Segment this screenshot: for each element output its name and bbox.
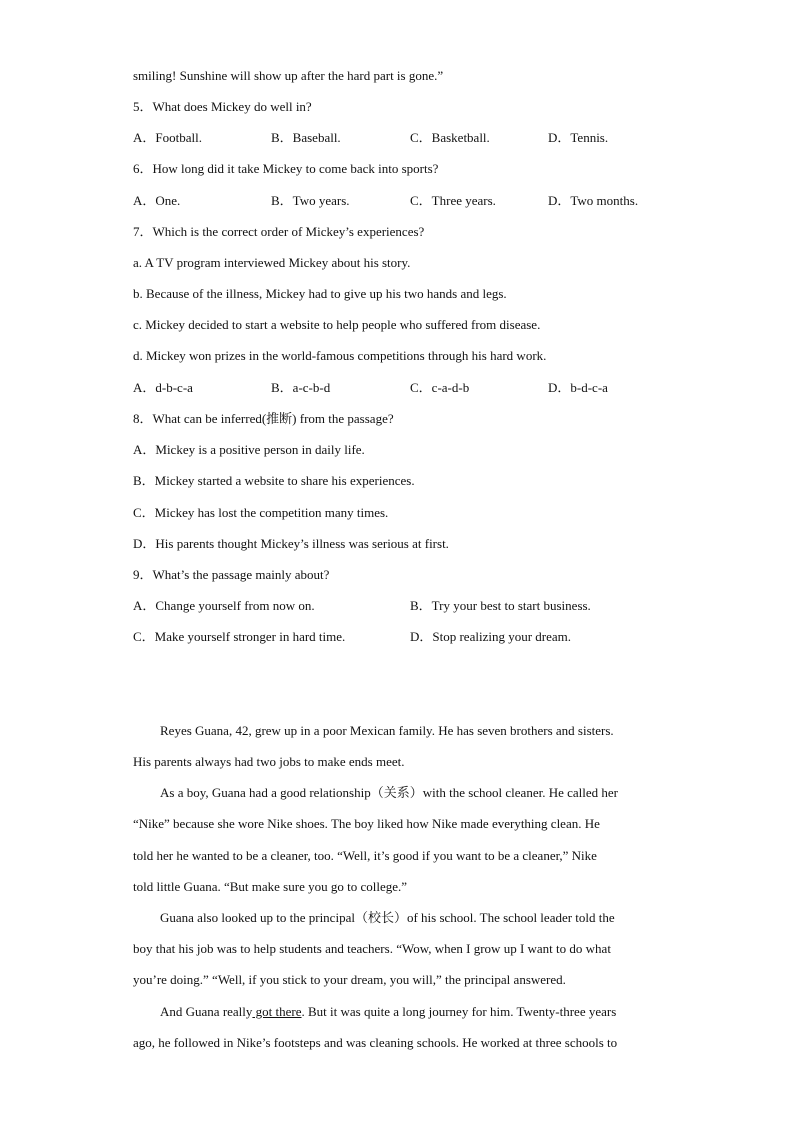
passage-p4-rest: . But it was quite a long journey for him. Twenty-three years [301, 1004, 617, 1019]
passage-paragraph-1-line-2: His parents always had two jobs to make ends meet. [133, 754, 405, 769]
question-9-option-b[interactable]: B．Try your best to start business. [410, 598, 591, 613]
question-6-option-a[interactable]: A．One. [133, 193, 181, 208]
question-6-option-b[interactable]: B．Two years. [271, 193, 350, 208]
question-5-option-d[interactable]: D．Tennis. [548, 130, 609, 145]
question-7-event-b: b. Because of the illness, Mickey had to give up his two hands and legs. [133, 286, 507, 301]
question-7-stem: 7．Which is the correct order of Mickey’s experiences? [133, 224, 425, 239]
passage-paragraph-1-line-1: Reyes Guana, 42, grew up in a poor Mexican family. He has seven brothers and sisters. [160, 723, 614, 738]
passage-paragraph-3-line-1: Guana also looked up to the principal（校长）of his school. The school leader told the [160, 910, 615, 925]
question-7-event-d: d. Mickey won prizes in the world-famous competitions through his hard work. [133, 348, 547, 363]
question-6-option-d[interactable]: D．Two months. [548, 193, 639, 208]
passage-paragraph-3-line-2: boy that his job was to help students and teachers. “Wow, when I grow up I want to do what [133, 941, 611, 956]
passage-p4-start: And Guana really [160, 1004, 253, 1019]
question-5-stem: 5．What does Mickey do well in? [133, 99, 312, 114]
intro-line: smiling! Sunshine will show up after the hard part is gone.” [133, 68, 444, 83]
question-8-option-c[interactable]: C．Mickey has lost the competition many times. [133, 505, 389, 520]
question-9-option-a[interactable]: A．Change yourself from now on. [133, 598, 315, 613]
passage-paragraph-2-line-3: told her he wanted to be a cleaner, too. “Well, it’s good if you want to be a cleaner,” Nike [133, 848, 597, 863]
question-5-option-a[interactable]: A．Football. [133, 130, 202, 145]
question-8-option-d[interactable]: D．His parents thought Mickey’s illness was serious at first. [133, 536, 449, 551]
passage-paragraph-3-line-3: you’re doing.” “Well, if you stick to your dream, you will,” the principal answered. [133, 972, 566, 987]
underlined-phrase: got there [252, 1004, 302, 1019]
question-8-option-a[interactable]: A．Mickey is a positive person in daily life. [133, 442, 365, 457]
question-5-option-b[interactable]: B．Baseball. [271, 130, 341, 145]
question-7-option-a[interactable]: A．d-b-c-a [133, 380, 193, 395]
question-5-option-c[interactable]: C．Basketball. [410, 130, 490, 145]
passage-paragraph-4-line-1 [160, 1004, 616, 1020]
question-9-stem: 9．What’s the passage mainly about? [133, 567, 330, 582]
passage-paragraph-2-line-1: As a boy, Guana had a good relationship（关系）with the school cleaner. He called her [160, 785, 618, 800]
question-8-option-b[interactable]: B．Mickey started a website to share his experiences. [133, 473, 415, 488]
question-9-option-c[interactable]: C．Make yourself stronger in hard time. [133, 629, 346, 644]
question-7-event-c: c. Mickey decided to start a website to help people who suffered from disease. [133, 317, 541, 332]
question-7-option-d[interactable]: D．b-d-c-a [548, 380, 608, 395]
passage-paragraph-2-line-2: “Nike” because she wore Nike shoes. The boy liked how Nike made everything clean. He [133, 816, 600, 831]
passage-paragraph-2-line-4: told little Guana. “But make sure you go to college.” [133, 879, 408, 894]
question-7-option-b[interactable]: B．a-c-b-d [271, 380, 331, 395]
question-9-option-d[interactable]: D．Stop realizing your dream. [410, 629, 572, 644]
question-7-option-c[interactable]: C．c-a-d-b [410, 380, 470, 395]
passage-paragraph-4-line-2: ago, he followed in Nike’s footsteps and was cleaning schools. He worked at three schools to [133, 1035, 618, 1050]
question-6-stem: 6．How long did it take Mickey to come back into sports? [133, 161, 439, 176]
question-7-event-a: a. A TV program interviewed Mickey about his story. [133, 255, 411, 270]
question-6-option-c[interactable]: C．Three years. [410, 193, 496, 208]
question-8-stem: 8．What can be inferred(推断) from the passage? [133, 411, 394, 426]
